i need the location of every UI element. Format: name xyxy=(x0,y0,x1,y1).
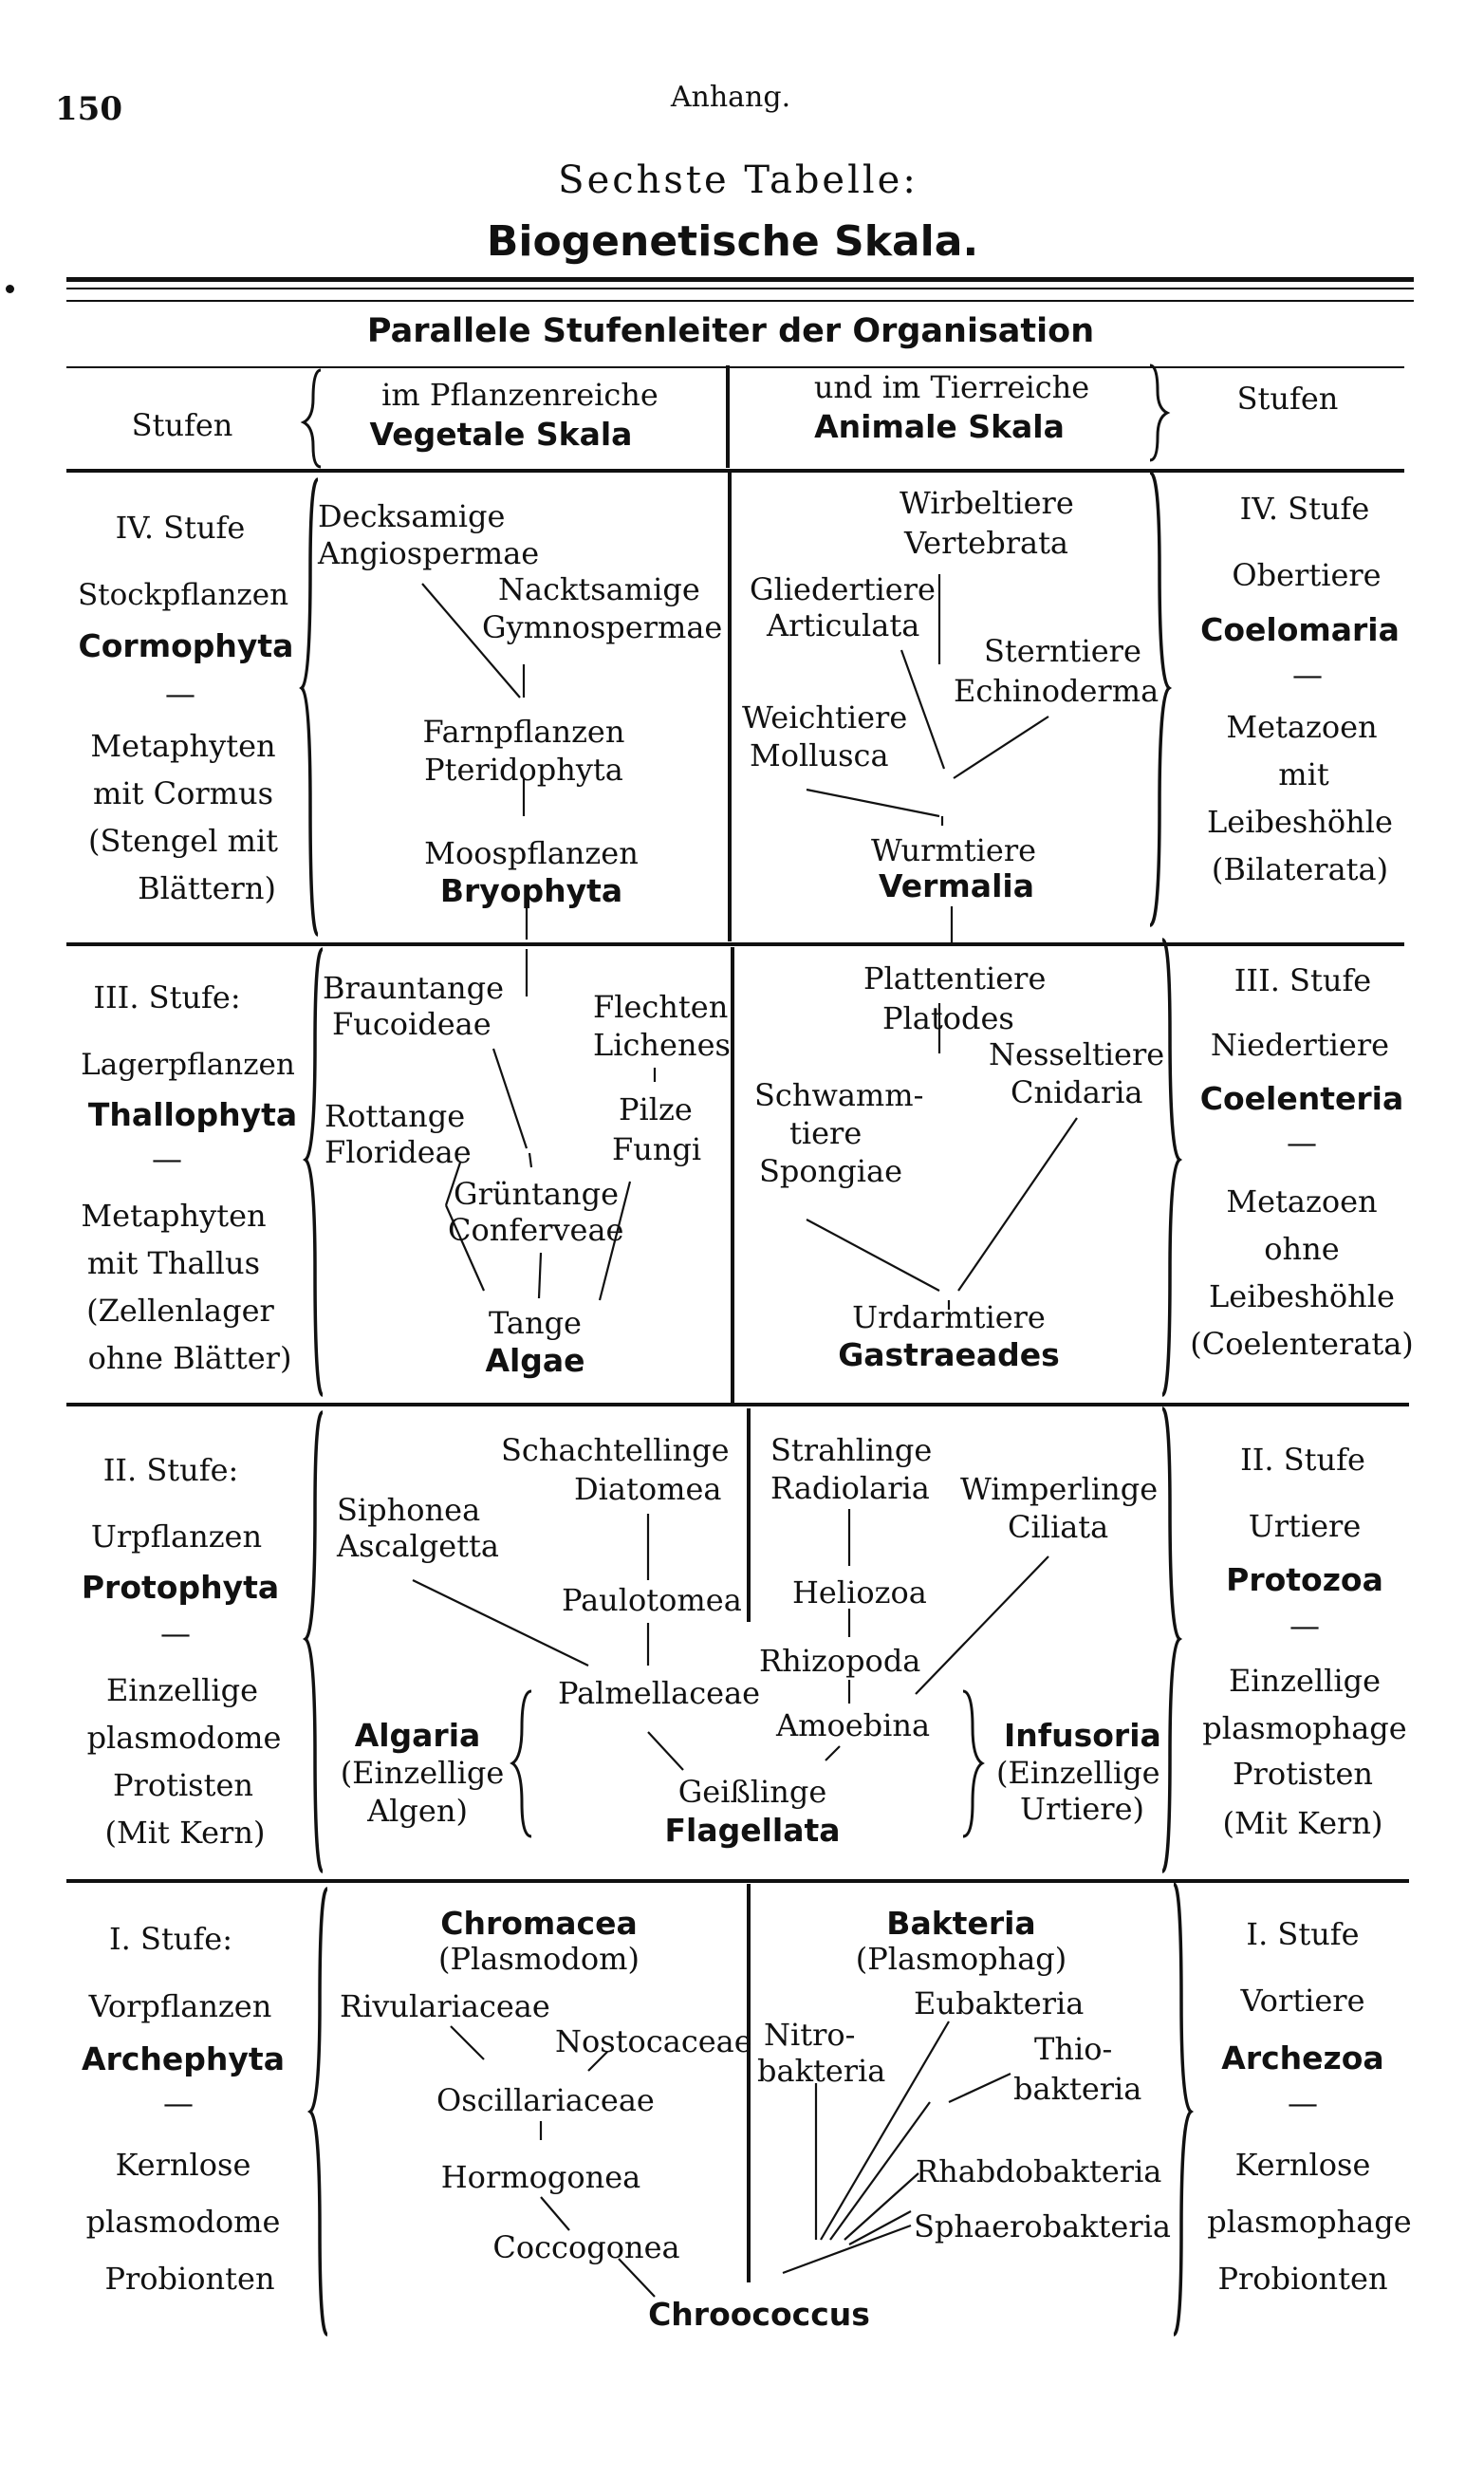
stage1-right-de: Vortiere xyxy=(1240,1983,1365,2019)
lichenes-de: Flechten xyxy=(593,989,729,1025)
eubakteria: Eubakteria xyxy=(914,1985,1085,2021)
col-left-header: Stufen xyxy=(131,407,233,443)
stage1-right-d3: Probionten xyxy=(1217,2261,1388,2297)
bakteria-la: Bakteria xyxy=(886,1905,1036,1942)
diatomea-la: Diatomea xyxy=(574,1471,722,1507)
conferveae-de: Grüntange xyxy=(454,1176,620,1212)
algae-de: Tange xyxy=(489,1305,582,1341)
stage4-right-d3: Leibeshöhle xyxy=(1207,804,1393,840)
stage2-left-de: Urpflanzen xyxy=(90,1518,263,1555)
fucoideae-la: Fucoideae xyxy=(332,1006,492,1042)
stage2-left-d2: plasmodome xyxy=(86,1720,282,1756)
table-subtitle: Parallele Stufenleiter der Organisation xyxy=(366,312,1095,350)
stage1-right-d2: plasmophage xyxy=(1207,2204,1412,2240)
diatomea-de: Schachtellinge xyxy=(501,1432,730,1468)
stage2-right-dash: — xyxy=(1289,1608,1320,1644)
table-number: Sechste Tabelle: xyxy=(558,158,918,202)
stage4-right-stufe: IV. Stufe xyxy=(1239,491,1370,527)
flagellata-la: Flagellata xyxy=(664,1812,841,1849)
thiobakteria-1: Thio- xyxy=(1034,2031,1113,2067)
gastraeades-de: Urdarmtiere xyxy=(852,1299,1046,1335)
stage4-left-de: Stockpflanzen xyxy=(77,578,289,612)
stage2-left-la: Protophyta xyxy=(81,1569,280,1606)
stage3-right-d1: Metazoen xyxy=(1226,1183,1378,1220)
gymnospermae-la: Gymnospermae xyxy=(482,609,723,645)
vertebrata-de: Wirbeltiere xyxy=(900,485,1074,521)
chromacea-la: Chromacea xyxy=(440,1905,638,1942)
col-right-header: Stufen xyxy=(1236,381,1339,417)
cnidaria-de: Nesseltiere xyxy=(989,1036,1165,1072)
cnidaria-la: Cnidaria xyxy=(1011,1074,1143,1110)
stage4-right-de: Obertiere xyxy=(1232,557,1382,593)
infusoria-la: Infusoria xyxy=(1004,1717,1161,1754)
mollusca-de: Weichtiere xyxy=(742,699,908,736)
sphaerobakteria: Sphaerobakteria xyxy=(914,2208,1171,2244)
stage4-right-d1: Metazoen xyxy=(1226,709,1378,745)
stage4-left-d2: mit Cormus xyxy=(92,775,274,811)
platodes-de: Plattentiere xyxy=(863,960,1047,996)
florideae-de: Rottange xyxy=(325,1098,466,1134)
chromacea-desc: (Plasmodom) xyxy=(438,1941,640,1977)
gastraeades-la: Gastraeades xyxy=(838,1336,1060,1373)
stage4-left-d3: (Stengel mit xyxy=(87,823,279,859)
stage4-right-d4: (Bilaterata) xyxy=(1211,851,1389,887)
heliozoa: Heliozoa xyxy=(792,1574,927,1611)
mollusca-la: Mollusca xyxy=(750,737,889,773)
rhizopoda: Rhizopoda xyxy=(759,1643,921,1679)
plant-header-1: im Pflanzenreiche xyxy=(381,377,659,413)
oscillariaceae: Oscillariaceae xyxy=(436,2082,655,2118)
stage1-left-la: Archephyta xyxy=(82,2040,285,2077)
nitrobakteria-1: Nitro- xyxy=(764,2017,856,2053)
angiospermae-la: Angiospermae xyxy=(318,535,540,571)
infusoria-desc-2: Urtiere) xyxy=(1020,1791,1145,1827)
gymnospermae-de: Nacktsamige xyxy=(498,571,700,607)
stage1-left-d1: Kernlose xyxy=(115,2147,251,2183)
stage3-left-la: Thallophyta xyxy=(87,1096,298,1133)
chroococcus-root: Chroococcus xyxy=(648,2296,870,2333)
stage2-right-d3: Protisten xyxy=(1232,1756,1374,1792)
siphonea-la: Ascalgetta xyxy=(337,1528,499,1564)
stage4-right-la: Coelomaria xyxy=(1200,611,1400,648)
stage2-right-la: Protozoa xyxy=(1226,1561,1383,1598)
stage4-left-stufe: IV. Stufe xyxy=(115,510,246,546)
nitrobakteria-2: bakteria xyxy=(757,2053,886,2089)
stage2-left-d3: Protisten xyxy=(112,1767,254,1803)
stage3-left-dash: — xyxy=(152,1141,182,1177)
stage3-right-la: Coelenteria xyxy=(1199,1080,1404,1117)
table-title: Biogenetische Skala. xyxy=(486,217,979,266)
stage1-right-stufe: I. Stufe xyxy=(1246,1916,1360,1952)
pteridophyta-la: Pteridophyta xyxy=(424,752,623,788)
rivulariaceae: Rivulariaceae xyxy=(340,1988,550,2024)
hormogonea: Hormogonea xyxy=(440,2159,641,2195)
stage3-right-dash: — xyxy=(1287,1125,1317,1161)
rhabdobakteria: Rhabdobakteria xyxy=(916,2153,1162,2189)
echinoderma-de: Sterntiere xyxy=(984,633,1141,669)
algaria-desc-2: Algen) xyxy=(367,1793,468,1829)
fungi-la: Fungi xyxy=(612,1131,702,1167)
stage1-left-stufe: I. Stufe: xyxy=(109,1921,232,1957)
ciliata-de: Wimperlinge xyxy=(960,1471,1159,1507)
lichenes-la: Lichenes xyxy=(593,1027,731,1063)
stage4-left-d1: Metaphyten xyxy=(90,728,276,764)
stage4-left-la: Cormophyta xyxy=(78,627,294,664)
vermalia-de: Wurmtiere xyxy=(870,832,1037,868)
stage1-right-d1: Kernlose xyxy=(1234,2147,1371,2183)
articulata-la: Articulata xyxy=(767,607,920,643)
stage2-left-stufe: II. Stufe: xyxy=(102,1452,239,1488)
algaria-la: Algaria xyxy=(354,1717,481,1754)
algaria-desc-1: (Einzellige xyxy=(340,1755,505,1791)
stage3-right-d2: ohne xyxy=(1264,1231,1340,1267)
bryophyta-la: Bryophyta xyxy=(439,872,623,909)
stage4-left-d4: Blättern) xyxy=(138,870,276,906)
bakteria-desc: (Plasmophag) xyxy=(855,1941,1067,1977)
stage1-left-d3: Probionten xyxy=(104,2261,275,2297)
stage2-right-d2: plasmophage xyxy=(1202,1710,1407,1746)
palmellaceae: Palmellaceae xyxy=(558,1675,761,1711)
stage3-left-de: Lagerpflanzen xyxy=(81,1048,295,1082)
radiolaria-de: Strahlinge xyxy=(770,1432,933,1468)
florideae-la: Florideae xyxy=(325,1134,472,1170)
stage3-left-d3: (Zellenlager xyxy=(86,1293,274,1329)
running-head: Anhang. xyxy=(670,81,791,114)
stage1-left-d2: plasmodome xyxy=(85,2204,281,2240)
bryophyta-de: Moospflanzen xyxy=(424,835,639,871)
fungi-de: Pilze xyxy=(619,1091,693,1127)
spongiae-de-2: tiere xyxy=(789,1115,863,1151)
paulotomea: Paulotomea xyxy=(562,1582,742,1618)
stage2-right-d4: (Mit Kern) xyxy=(1222,1805,1383,1841)
algae-la: Algae xyxy=(485,1342,585,1379)
stage2-right-stufe: II. Stufe xyxy=(1240,1442,1365,1478)
stage2-right-d1: Einzellige xyxy=(1228,1663,1382,1699)
coccogonea: Coccogonea xyxy=(492,2229,680,2265)
stage4-left-dash: — xyxy=(165,676,195,712)
pteridophyta-de: Farnpflanzen xyxy=(422,714,625,750)
spongiae-de: Schwamm- xyxy=(754,1077,924,1113)
stage3-left-stufe: III. Stufe: xyxy=(93,979,241,1015)
stage3-right-d3: Leibeshöhle xyxy=(1209,1278,1395,1314)
stage3-right-stufe: III. Stufe xyxy=(1234,962,1372,998)
stage1-left-dash: — xyxy=(163,2085,194,2121)
stage2-right-de: Urtiere xyxy=(1248,1508,1362,1544)
page-number: 150 xyxy=(55,90,122,128)
stage3-left-d4: ohne Blätter) xyxy=(87,1340,292,1376)
radiolaria-la: Radiolaria xyxy=(770,1470,930,1506)
siphonea-de: Siphonea xyxy=(337,1492,481,1528)
animal-header-2: Animale Skala xyxy=(814,408,1065,445)
animal-header-1: und im Tierreiche xyxy=(813,369,1090,405)
fucoideae-de: Brauntange xyxy=(323,970,505,1006)
vermalia-la: Vermalia xyxy=(879,867,1034,904)
thiobakteria-2: bakteria xyxy=(1013,2071,1142,2107)
platodes-la: Platodes xyxy=(882,1000,1014,1036)
stage1-right-dash: — xyxy=(1288,2085,1318,2121)
stage2-left-dash: — xyxy=(160,1615,191,1651)
vertebrata-la: Vertebrata xyxy=(904,525,1068,561)
stage3-left-d2: mit Thallus xyxy=(86,1245,261,1281)
infusoria-desc-1: (Einzellige xyxy=(996,1755,1160,1791)
stage2-left-d1: Einzellige xyxy=(105,1672,259,1708)
conferveae-la: Conferveae xyxy=(448,1212,624,1248)
plant-header-2: Vegetale Skala xyxy=(369,416,633,453)
stage3-left-d1: Metaphyten xyxy=(81,1198,267,1234)
amoebina: Amoebina xyxy=(776,1707,931,1743)
stage2-left-d4: (Mit Kern) xyxy=(104,1815,266,1851)
nostocaceae: Nostocaceae xyxy=(555,2023,752,2059)
stage1-right-la: Archezoa xyxy=(1221,2039,1384,2077)
echinoderma-la: Echinoderma xyxy=(954,673,1159,709)
stage4-right-d2: mit xyxy=(1278,756,1329,792)
spongiae-la: Spongiae xyxy=(759,1153,903,1189)
ciliata-la: Ciliata xyxy=(1008,1509,1109,1545)
stage3-right-de: Niedertiere xyxy=(1210,1027,1390,1063)
stage1-left-de: Vorpflanzen xyxy=(88,1988,272,2024)
stage4-right-dash: — xyxy=(1292,657,1323,693)
stage3-right-d4: (Coelenterata) xyxy=(1190,1326,1414,1362)
flagellata-de: Geißlinge xyxy=(677,1774,827,1810)
articulata-de: Gliedertiere xyxy=(750,571,936,607)
angiospermae-de: Decksamige xyxy=(318,498,506,534)
